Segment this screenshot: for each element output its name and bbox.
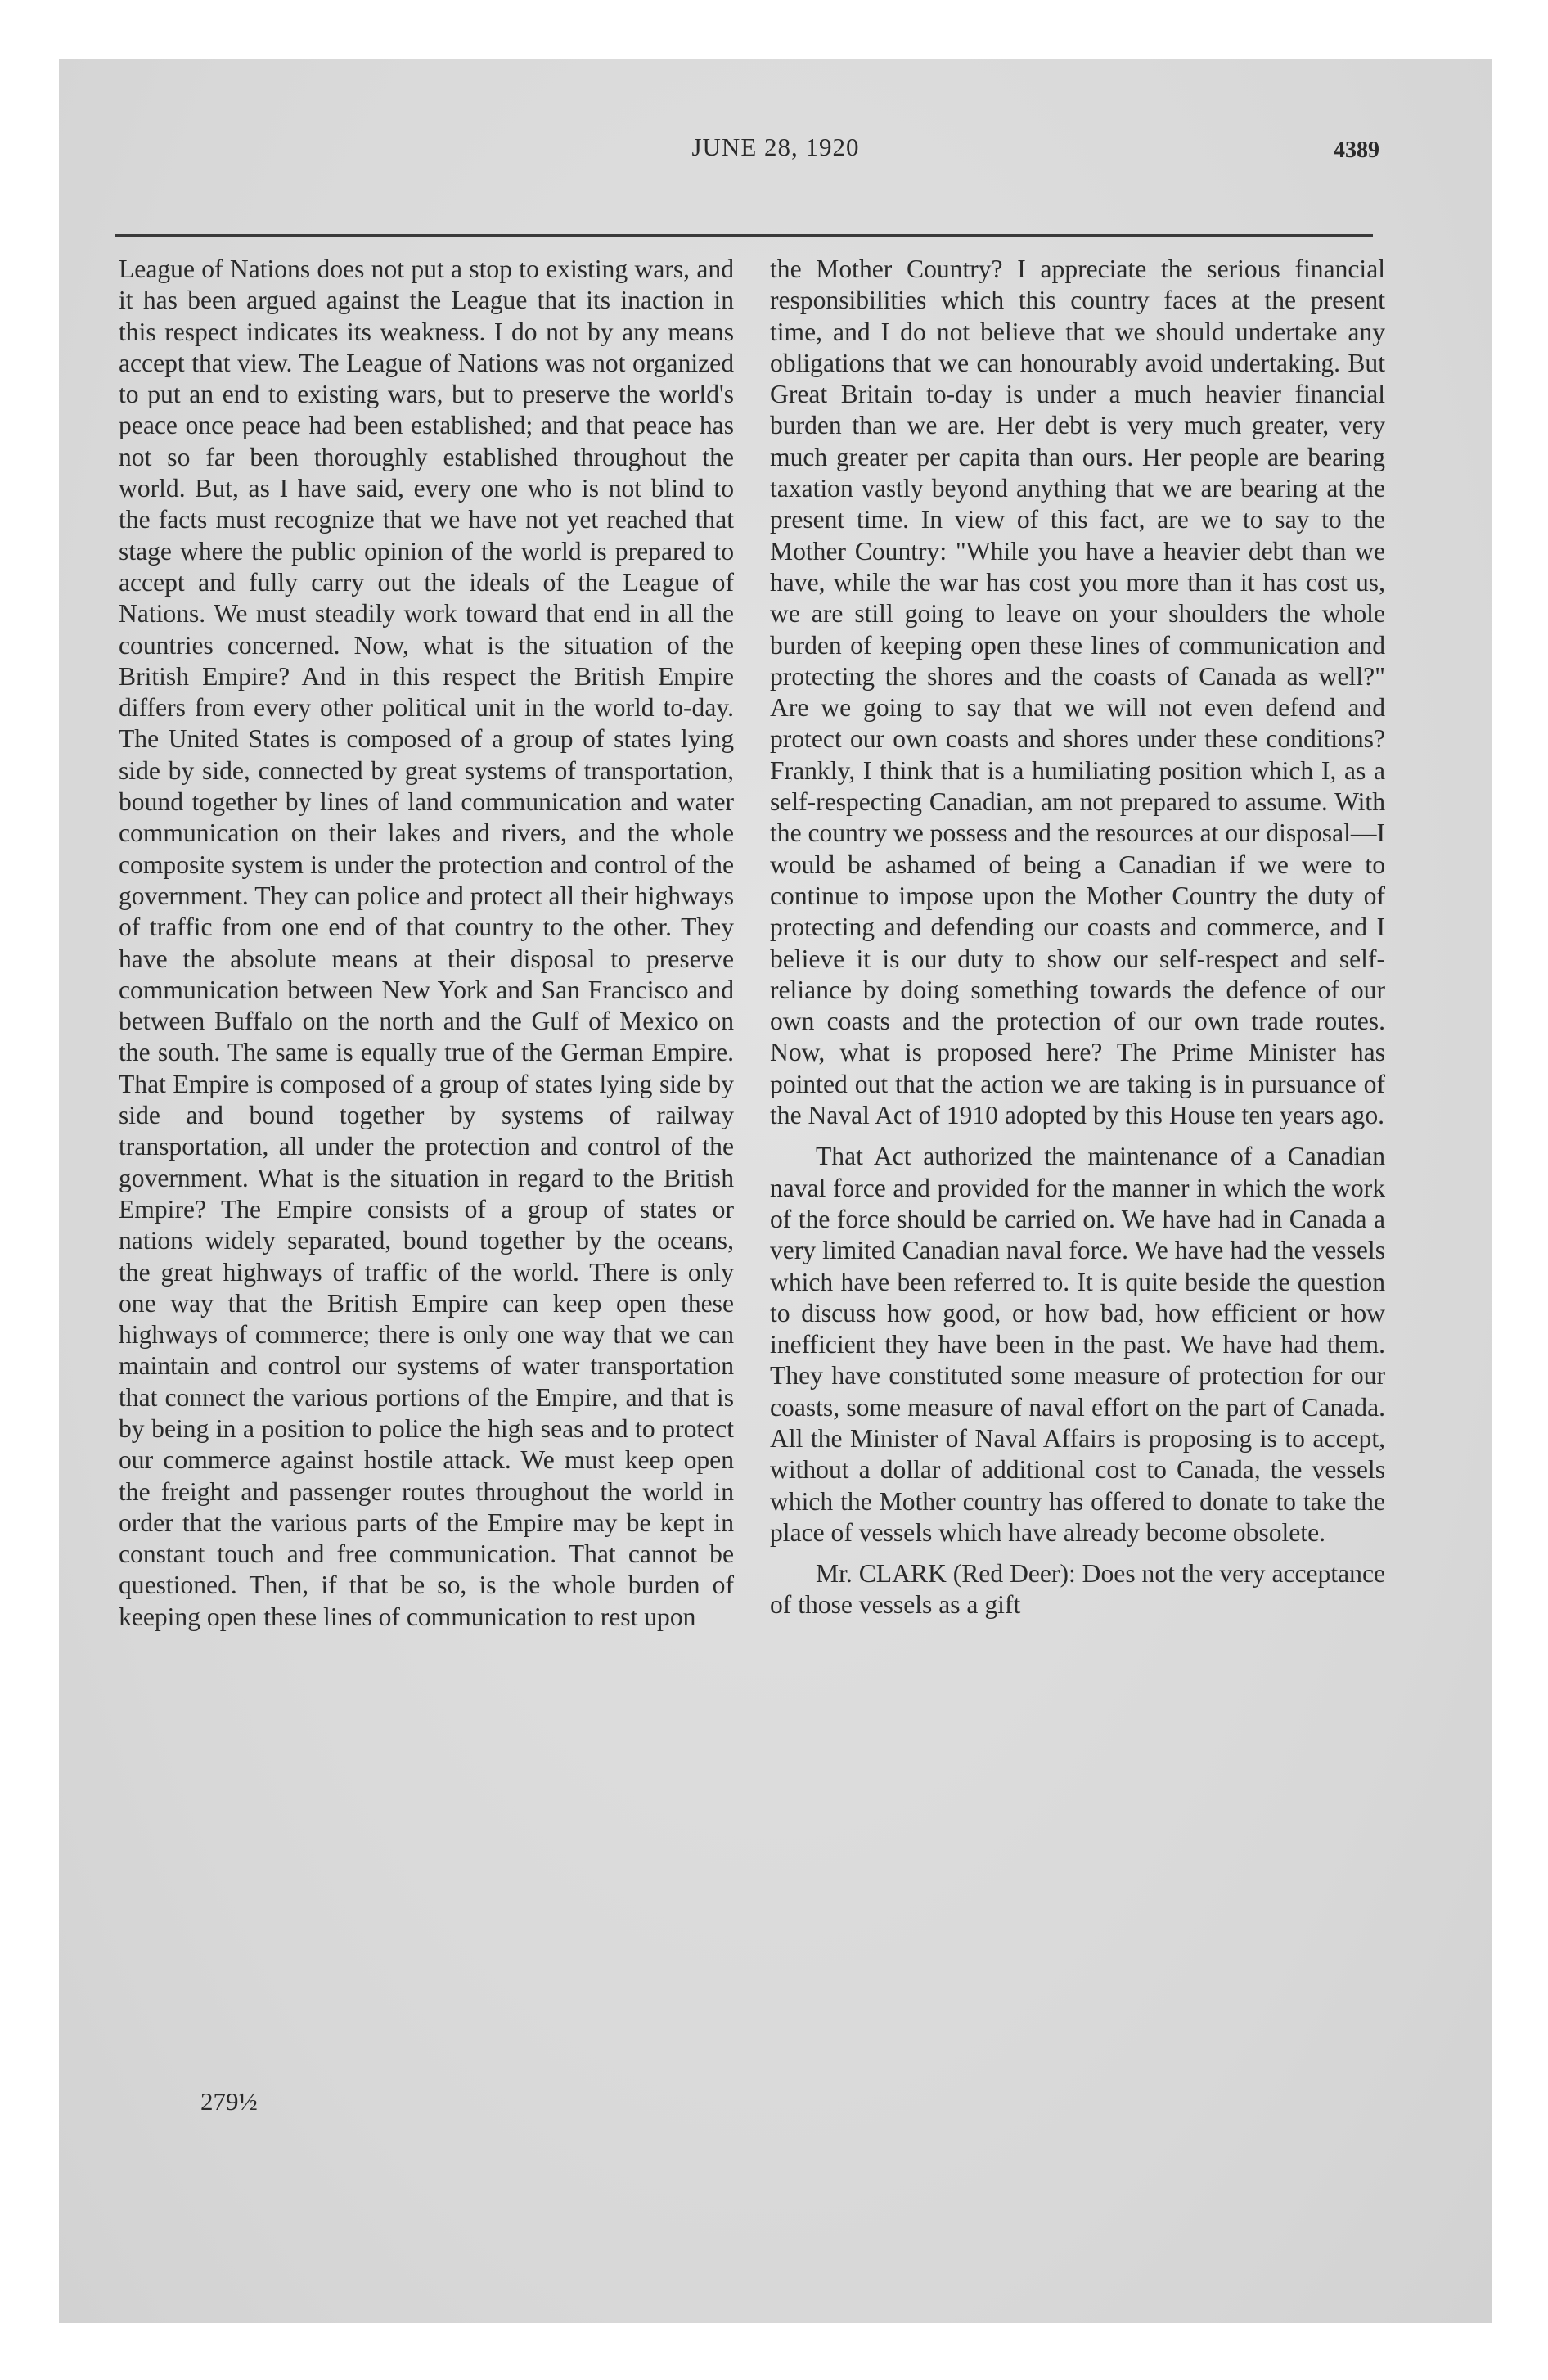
right-column	[770, 254, 1385, 1621]
header-page-number: 4389	[1334, 137, 1379, 163]
page-header	[59, 133, 1492, 182]
folio-number: 279½	[200, 2087, 258, 2116]
right-paragraph-3: Mr. CLARK (Red Deer): Does not the very acceptance of those vessels as a gift	[770, 1559, 1385, 1620]
right-paragraph-1: the Mother Country? I appreciate the serious financial responsibilities which this country faces at the present time, and I do not believe that we should undertake any obligations that we can honourably avoid undertaking. But Great Britain to-day is under a much heavier financial burden than we are. Her debt is very much greater, very much greater per capita than ours. Her people are bearing taxation vastly beyond anything that we are bearing at the present time. In view of this fact, are we to say to the Mother Country: "While you have a heavier debt than we have, while the war has cost you more than it has cost us, we are still going to leave on your shoulders the whole burden of keeping open these lines of communication and protecting the shores and the coasts of Canada as well?" Are we going to say that we will not even defend and protect our own coasts and shores under these conditions? Frankly, I think that is a humiliating position which I, as a self-respecting Canadian, am not prepared to assume. With the country we possess and the resources at our disposal—I would be ashamed of being a Canadian if we were to continue to impose upon the Mother Country the duty of protecting and defending our coasts and commerce, and I believe it is our duty to show our self-respect and self-reliance by doing something towards the defence of our own coasts and the protection of our own trade routes. Now, what is proposed here? The Prime Minister has pointed out that the action we are taking is in pursuance of the Naval Act of 1910 adopted by this House ten years ago.	[770, 255, 1385, 1130]
left-paragraph-1: League of Nations does not put a stop to existing wars, and it has been argued against the League that its inaction in this respect indicates its weakness. I do not by any means accept that view. The League of Nations was not organized to put an end to existing wars, but to preserve the world's peace once peace had been established; and that peace has not so far been thoroughly established throughout the world. But, as I have said, every one who is not blind to the facts must recognize that we have not yet reached that stage where the public opinion of the world is prepared to accept and fully carry out the ideals of the League of Nations. We must steadily work toward that end in all the countries concerned. Now, what is the situation of the British Empire? And in this respect the British Empire differs from every other political unit in the world to-day. The United States is composed of a group of states lying side by side, connected by great systems of transportation, bound together by lines of land communication and water communication on their lakes and rivers, and the whole composite system is under the protection and control of the government. They can police and protect all their highways of traffic from one end of that country to the other. They have the absolute means at their disposal to preserve communication between New York and San Francisco and between Buffalo on the north and the Gulf of Mexico on the south. The same is equally true of the German Empire. That Empire is composed of a group of states lying side by side and bound together by systems of railway transportation, all under the protection and control of the government. What is the situation in regard to the British Empire? The Empire consists of a group of states or nations widely separated, bound together by the oceans, the great highways of traffic of the world. There is only one way that the British Empire can keep open these highways of commerce; there is only one way that we can maintain and control our systems of water transportation that connect the various portions of the Empire, and that is by being in a position to police the high seas and to protect our commerce against hostile attack. We must keep open the freight and passenger routes throughout the world in order that the various parts of the Empire may be kept in constant touch and free communication. That cannot be questioned. Then, if that be so, is the whole burden of keeping open these lines of communication to rest upon	[119, 255, 734, 1631]
header-date: JUNE 28, 1920	[691, 133, 860, 161]
left-column	[119, 254, 734, 1633]
header-rule	[115, 234, 1373, 237]
right-paragraph-2: That Act authorized the maintenance of a Canadian naval force and provided for the manner in which the work of the force should be carried on. We have had in Canada a very limited Canadian naval force. We have had the vessels which have been referred to. It is quite beside the question to discuss how good, or how bad, how efficient or how inefficient they have been in the past. We have had them. They have constituted some measure of protection for our coasts, some measure of naval effort on the part of Canada. All the Minister of Naval Affairs is proposing is to accept, without a dollar of additional cost to Canada, the vessels which the Mother country has offered to donate to take the place of vessels which have already become obsolete.	[770, 1142, 1385, 1547]
